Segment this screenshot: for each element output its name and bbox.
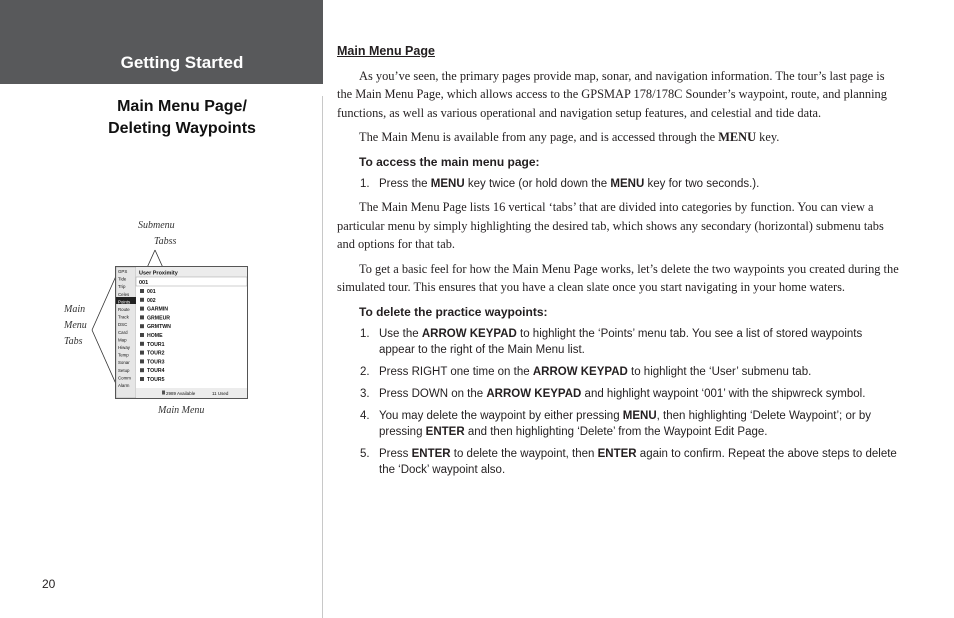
text-fragment: , then highlighting ‘Delete Waypoint’; or by pressing xyxy=(379,410,872,438)
gps-footer-available: 2989 Available xyxy=(166,391,196,396)
gps-tab-trip: Trip xyxy=(118,284,126,290)
text-fragment: You may delete the waypoint by either pressing xyxy=(379,410,623,422)
text-fragment: key twice (or hold down the xyxy=(464,178,611,190)
key-label: ENTER xyxy=(425,426,465,438)
gps-tab-setup: Setup xyxy=(118,367,130,373)
page-heading-line-2: Deleting Waypoints xyxy=(108,120,256,137)
text-fragment: Press DOWN on the xyxy=(379,388,487,400)
gps-tab-temp: Temp xyxy=(118,352,129,358)
gps-waypoint-item: TOUR5 xyxy=(147,377,165,383)
step-number: 1. xyxy=(360,328,370,340)
gps-waypoint-item: TOUR1 xyxy=(147,341,165,348)
waypoint-symbol-icon xyxy=(140,324,144,328)
key-label: MENU xyxy=(430,178,465,190)
delete-steps xyxy=(337,326,899,478)
step-number: 5. xyxy=(360,448,370,460)
text-fragment: The Main Menu is available from any page, and is accessed through the xyxy=(359,130,719,144)
text-fragment: key. xyxy=(756,130,780,144)
caption-submenu-line-2: Tabss xyxy=(154,236,177,247)
caption-main-menu: Main Menu xyxy=(158,405,205,416)
delete-step-5 xyxy=(337,446,899,478)
text-fragment: and highlight waypoint ‘001’ with the shipwreck symbol. xyxy=(581,388,866,400)
gps-tab-comm: Comm xyxy=(118,375,131,381)
gps-tab-tide: Tide xyxy=(118,276,127,282)
waypoint-symbol-icon xyxy=(140,307,144,311)
access-step-1 xyxy=(337,176,899,192)
waypoint-symbol-icon xyxy=(140,315,144,319)
gps-tab-sonar: Sonar xyxy=(118,360,130,366)
gps-tab-dsc: DSC xyxy=(118,322,128,328)
paragraph-intro: As you’ve seen, the primary pages provide map, sonar, and navigation information. The tour’s last page is the Main Menu Page, which allows access to the GPSMAP 178/178C Sounder’s waypoint, route, and planning functions, as well as various operational and navigation setup features, and celestial and tide data. xyxy=(337,68,887,120)
main-content xyxy=(337,42,899,484)
delete-step-4 xyxy=(337,408,899,440)
gps-screen xyxy=(116,267,247,398)
text-fragment: Press xyxy=(379,448,412,460)
waypoint-symbol-icon xyxy=(140,298,144,302)
paragraph-delete-intro: To get a basic feel for how the Main Menu Page works, let’s delete the two waypoints you created during the simulated tour. This ensures that you have a clean slate once you start navigating in your home waters. xyxy=(337,261,899,294)
text-fragment: Use the xyxy=(379,328,422,340)
gps-waypoint-item: 001 xyxy=(147,289,156,295)
text-fragment: key for two seconds.). xyxy=(644,178,760,190)
gps-tab-points: Points xyxy=(118,299,131,305)
delete-step-3 xyxy=(337,386,899,402)
key-label: ARROW KEYPAD xyxy=(532,366,628,378)
gps-tab-alarm: Alarm xyxy=(118,383,130,388)
gps-tab-map: Map xyxy=(118,337,127,343)
page-heading xyxy=(0,96,364,140)
step-number: 4. xyxy=(360,410,370,422)
gps-tab-gps: GPS xyxy=(118,269,128,274)
key-label: ENTER xyxy=(411,448,451,460)
gps-waypoint-item: GRMEUR xyxy=(147,315,171,322)
key-label: ARROW KEYPAD xyxy=(486,388,582,400)
gps-tab-header: User Proximity xyxy=(139,270,178,277)
gps-waypoint-item: GARMIN xyxy=(147,306,169,313)
access-heading: To access the main menu page: xyxy=(359,154,540,169)
gps-waypoint-item: 002 xyxy=(147,297,156,304)
waypoint-symbol-icon xyxy=(140,289,144,293)
step-number: 3. xyxy=(360,388,370,400)
gps-tab-hiway: Hiway xyxy=(118,345,130,350)
waypoint-symbol-icon xyxy=(140,377,144,381)
key-label: MENU xyxy=(622,410,657,422)
gps-screen-figure xyxy=(115,266,248,399)
caption-main-line-2: Menu xyxy=(64,320,87,331)
paragraph-menu-access xyxy=(337,128,899,147)
gps-tab-celes: Celes xyxy=(118,291,130,297)
text-fragment: to highlight the ‘User’ submenu tab. xyxy=(627,366,812,378)
section-title: Getting Started xyxy=(120,53,244,72)
delete-step-2 xyxy=(337,364,899,380)
caption-main-menu-tabs xyxy=(64,302,87,350)
waypoint-symbol-icon xyxy=(140,351,144,355)
gps-tab-card: Card xyxy=(118,329,128,335)
delete-step-1 xyxy=(337,326,899,358)
step-number: 2. xyxy=(360,366,370,378)
gps-footer-used: 11 Used xyxy=(212,391,229,396)
page-heading-line-1: Main Menu Page/ xyxy=(117,98,247,115)
waypoint-symbol-icon xyxy=(140,342,144,346)
paragraph-tabs: The Main Menu Page lists 16 vertical ‘tabs’ that are divided into categories by function. You can view a particular menu by simply highlighting the desired tab, which shows any secondary (horizontal) submenu tabs and options for that tab. xyxy=(337,200,884,251)
text-fragment: to delete the waypoint, then xyxy=(450,448,598,460)
waypoint-symbol-icon xyxy=(140,368,144,372)
gps-waypoint-item: TOUR4 xyxy=(147,368,165,375)
caption-main-line-3: Tabs xyxy=(64,336,83,347)
text-fragment: again to confirm. Repeat the above steps to delete the ‘Dock’ waypoint also. xyxy=(379,448,897,476)
gps-tab-track: Track xyxy=(118,314,129,320)
waypoint-symbol-icon xyxy=(140,333,144,337)
content-title: Main Menu Page xyxy=(337,44,435,58)
key-label: MENU xyxy=(610,178,645,190)
gps-selected-value: 001 xyxy=(139,280,149,286)
page-number: 20 xyxy=(42,577,56,591)
key-menu: MENU xyxy=(718,130,757,144)
step-number: 1. xyxy=(360,178,370,190)
access-steps xyxy=(337,176,899,192)
delete-heading: To delete the practice waypoints: xyxy=(359,304,548,319)
column-divider xyxy=(322,96,323,618)
gps-tab-route: Route xyxy=(118,307,130,312)
text-fragment: Press the xyxy=(379,178,431,190)
waypoint-symbol-icon xyxy=(140,359,144,363)
text-fragment: and then highlighting ‘Delete’ from the Waypoint Edit Page. xyxy=(464,426,768,438)
gps-waypoint-item: TOUR2 xyxy=(147,350,165,357)
caption-main-line-1: Main xyxy=(64,304,86,315)
key-label: ENTER xyxy=(597,448,637,460)
text-fragment: to highlight the ‘Points’ menu tab. You see a list of stored waypoints appear to the right of the Main Menu list. xyxy=(379,328,863,356)
caption-submenu-line-1: Submenu xyxy=(138,220,175,231)
caption-submenu xyxy=(138,218,176,250)
text-fragment: Press RIGHT one time on the xyxy=(379,366,533,378)
gps-waypoint-item: GRMTWN xyxy=(147,324,171,331)
gps-waypoint-item: TOUR3 xyxy=(147,359,165,366)
key-label: ARROW KEYPAD xyxy=(421,328,517,340)
gps-waypoint-item: HOME xyxy=(147,333,163,339)
